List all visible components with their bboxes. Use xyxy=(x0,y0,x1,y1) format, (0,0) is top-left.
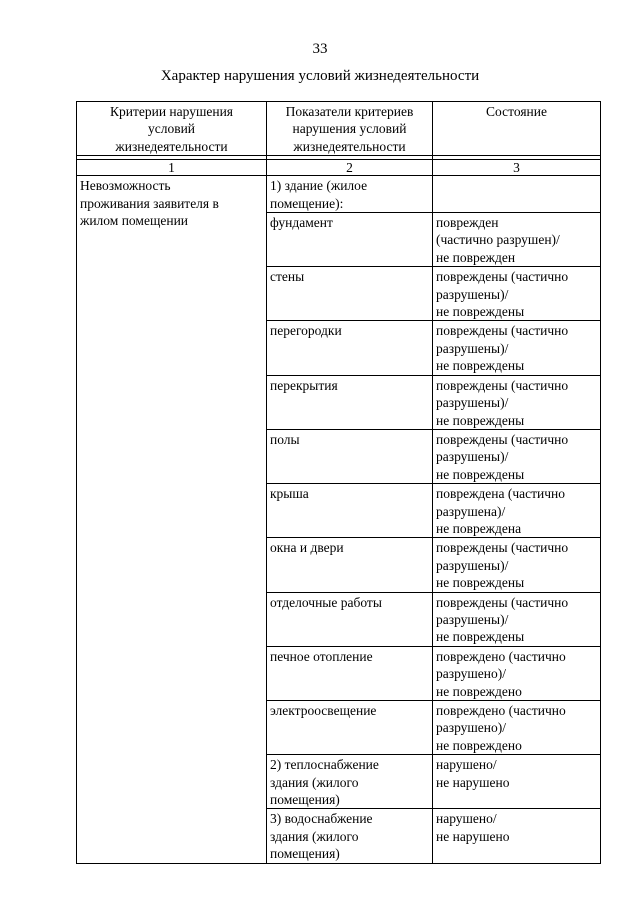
state-cell: поврежден (частично разрушен)/ не поврежден xyxy=(433,213,601,267)
state-cell: повреждены (частично разрушены)/ не повреждены xyxy=(433,429,601,483)
state-cell: нарушено/ не нарушено xyxy=(433,755,601,809)
state-cell: повреждены (частично разрушены)/ не повреждены xyxy=(433,538,601,592)
column-number-row xyxy=(77,160,601,176)
indicator-cell: перегородки xyxy=(267,321,433,375)
indicator-cell: стены xyxy=(267,267,433,321)
table-row xyxy=(77,176,601,213)
indicator-cell: окна и двери xyxy=(267,538,433,592)
document-title: Характер нарушения условий жизнедеятельности xyxy=(160,68,480,84)
criterion-cell: Невозможность проживания заявителя в жилом помещении xyxy=(77,176,267,863)
indicator-cell: печное отопление xyxy=(267,646,433,700)
indicator-cell: фундамент xyxy=(267,213,433,267)
state-cell xyxy=(433,176,601,213)
state-cell: нарушено/ не нарушено xyxy=(433,809,601,863)
indicator-cell: крыша xyxy=(267,484,433,538)
header-criteria: Критерии нарушения условий жизнедеятельности xyxy=(77,102,267,156)
indicator-cell: 1) здание (жилое помещение): xyxy=(267,176,433,213)
header-indicators: Показатели критериев нарушения условий жизнедеятельности xyxy=(267,102,433,156)
state-cell: повреждено (частично разрушено)/ не повреждено xyxy=(433,701,601,755)
indicator-cell: полы xyxy=(267,429,433,483)
state-cell: повреждено (частично разрушено)/ не повреждено xyxy=(433,646,601,700)
header-state: Состояние xyxy=(433,102,601,156)
indicator-cell: перекрытия xyxy=(267,375,433,429)
state-cell: повреждены (частично разрушены)/ не повреждены xyxy=(433,375,601,429)
state-cell: повреждены (частично разрушены)/ не повреждены xyxy=(433,592,601,646)
column-number-1: 1 xyxy=(77,160,267,176)
state-cell: повреждены (частично разрушены)/ не повреждены xyxy=(433,321,601,375)
column-number-3: 3 xyxy=(433,160,601,176)
column-number-2: 2 xyxy=(267,160,433,176)
criteria-table xyxy=(76,101,601,864)
table-body xyxy=(77,176,601,863)
state-cell: повреждена (частично разрушена)/ не повреждена xyxy=(433,484,601,538)
indicator-cell: 2) теплоснабжение здания (жилого помещения) xyxy=(267,755,433,809)
state-cell: повреждены (частично разрушены)/ не повреждены xyxy=(433,267,601,321)
indicator-cell: отделочные работы xyxy=(267,592,433,646)
indicator-cell: 3) водоснабжение здания (жилого помещения) xyxy=(267,809,433,863)
indicator-cell: электроосвещение xyxy=(267,701,433,755)
page-number: 33 xyxy=(312,41,328,57)
table-header-row xyxy=(77,102,601,156)
